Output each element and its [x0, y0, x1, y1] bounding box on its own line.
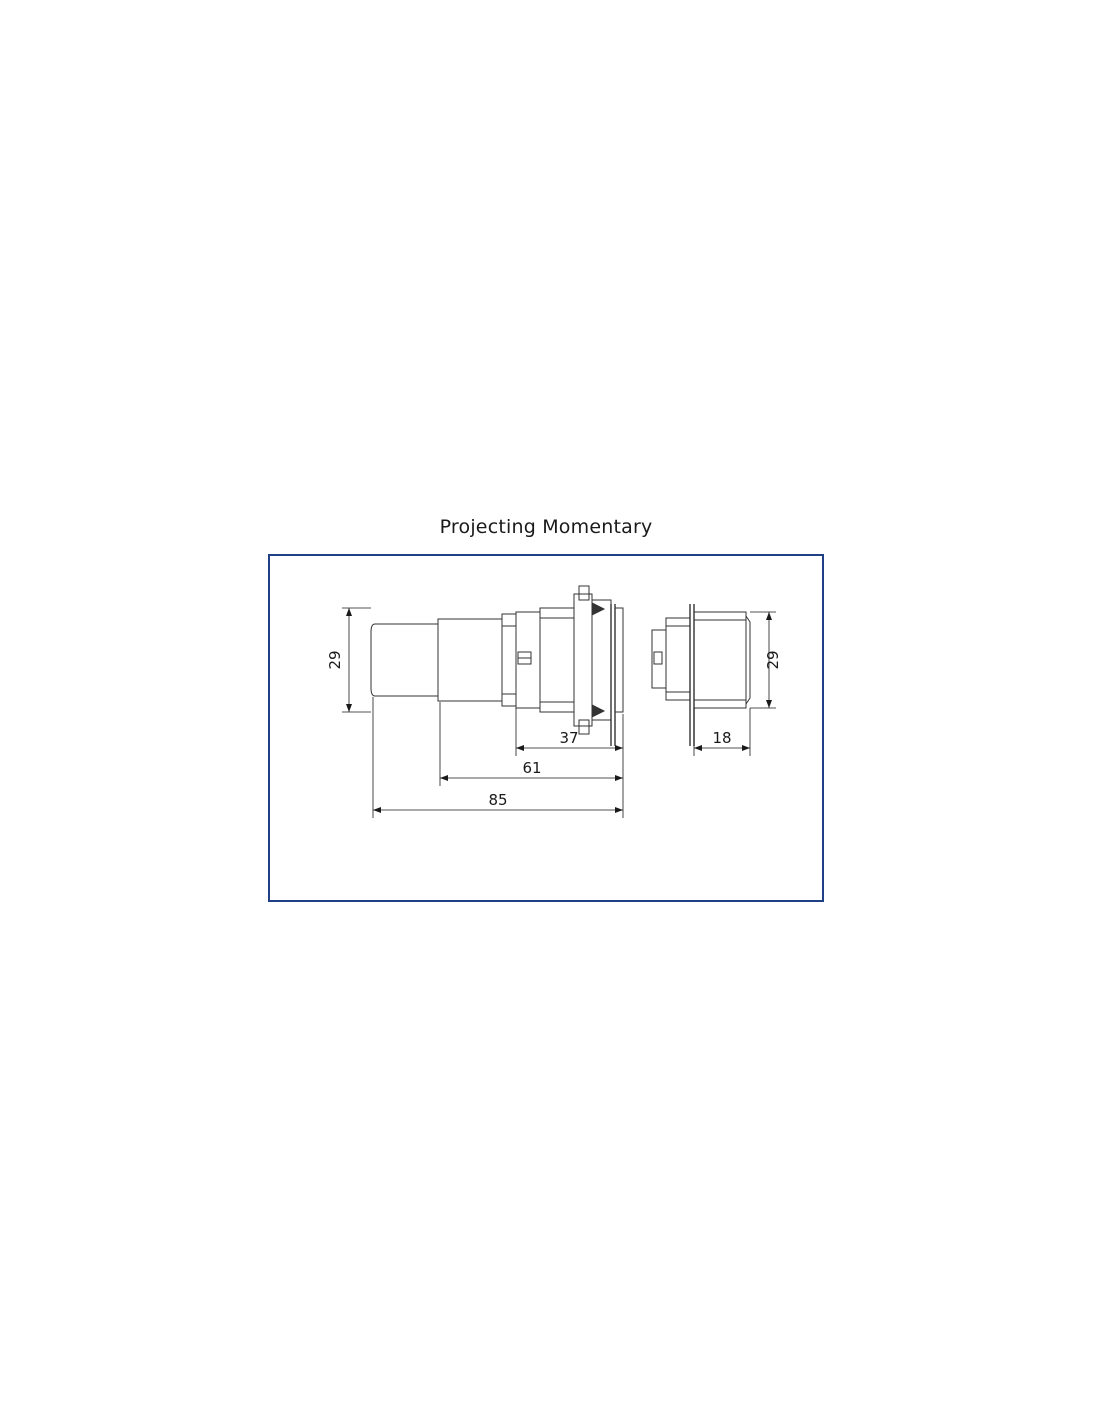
dimension-label-bezel-depth: 37	[559, 729, 579, 747]
page-title: Projecting Momentary	[439, 516, 653, 538]
dimension-label-height-left: 29	[326, 650, 344, 670]
dimension-label-body-length: 61	[522, 759, 542, 777]
dimension-label-height-right: 29	[764, 650, 782, 670]
dimension-label-projection: 18	[712, 729, 732, 747]
dimension-label-overall-length: 85	[488, 791, 508, 809]
left-view-geometry	[371, 586, 623, 746]
drawing-frame	[268, 554, 824, 902]
technical-drawing	[270, 556, 822, 900]
right-view-geometry	[652, 604, 750, 746]
dimension-lines	[342, 608, 776, 818]
